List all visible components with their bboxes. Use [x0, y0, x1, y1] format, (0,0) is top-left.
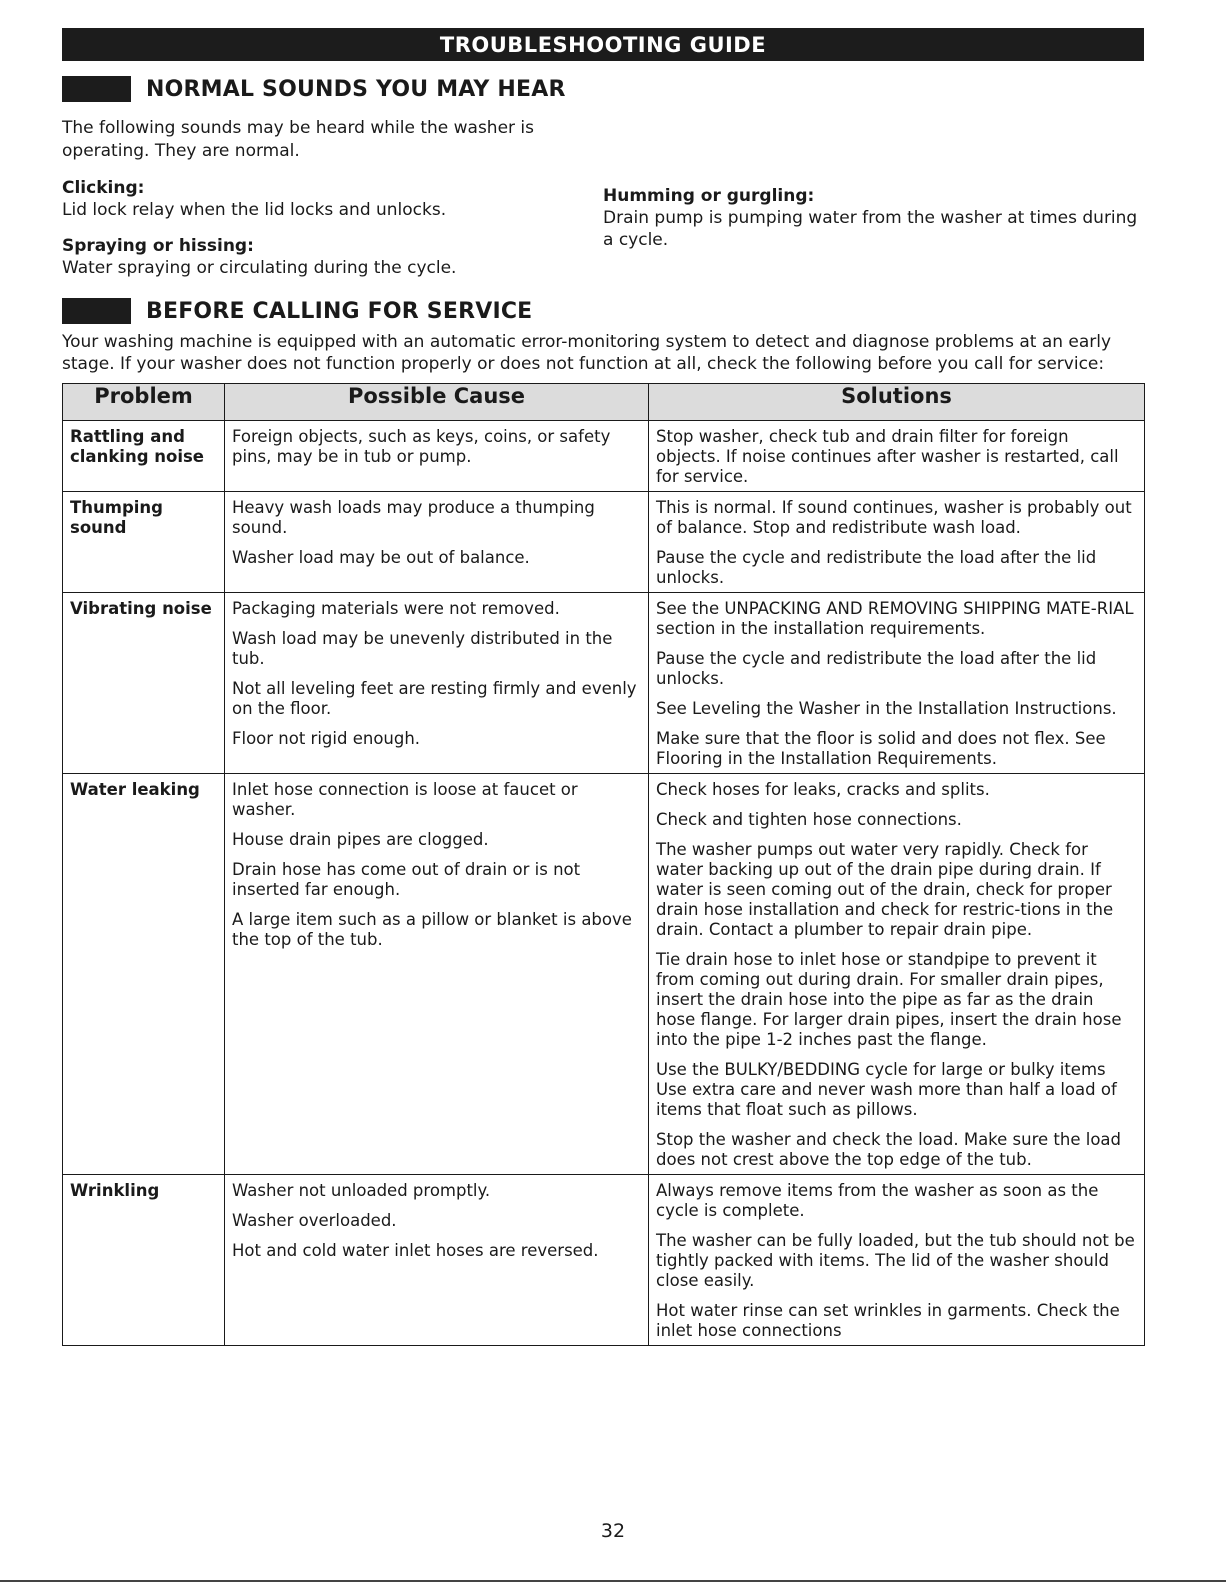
page — [62, 28, 1144, 1346]
sound-description: Drain pump is pumping water from the washer at times during a cycle. — [603, 208, 1138, 250]
solution-entry: Stop the washer and check the load. Make sure the load does not crest above the top edge of the tub. — [656, 1130, 1122, 1169]
solution-entry: Check and tighten hose connections. — [656, 810, 962, 829]
solution-entry: This is normal. If sound continues, washer is probably out of balance. Stop and redistribute wash load. — [656, 498, 1132, 537]
solution-entry: See the UNPACKING AND REMOVING SHIPPING MATE-RIAL section in the installation requirements. — [656, 599, 1134, 638]
cause-entry: Not all leveling feet are resting firmly and evenly on the floor. — [232, 679, 637, 718]
problem-cell: Water leaking — [63, 774, 225, 1175]
solution-entry: The washer pumps out water very rapidly. Check for water backing up out of the drain pipe during drain. If water is seen coming out of the drain, check for proper drain hose installation and check for restric-tions in the drain. Contact a plumber to repair drain pipe. — [656, 840, 1114, 939]
page-number: 32 — [600, 1520, 626, 1542]
solution-entry: Hot water rinse can set wrinkles in garments. Check the inlet hose connections — [656, 1301, 1120, 1340]
sound-description: Water spraying or circulating during the cycle. — [62, 258, 457, 278]
cause-entry: Heavy wash loads may produce a thumping sound. — [232, 498, 595, 537]
problem-cell: Vibrating noise — [63, 593, 225, 774]
cause-entry: Hot and cold water inlet hoses are reversed. — [232, 1241, 599, 1260]
solution-entry: Use the BULKY/BEDDING cycle for large or bulky items Use extra care and never wash more than half a load of items that float such as pillows. — [656, 1060, 1117, 1119]
table-body — [63, 421, 1145, 1346]
solution-entry: Always remove items from the washer as soon as the cycle is complete. — [656, 1181, 1099, 1220]
before-service-heading — [62, 293, 1144, 329]
bottom-rule — [0, 1580, 1226, 1582]
solution-entry: Pause the cycle and redistribute the load after the lid unlocks. — [656, 548, 1097, 587]
solution-entry: Make sure that the floor is solid and does not flex. See Flooring in the Installation Requirements. — [656, 729, 1106, 768]
sound-description: Lid lock relay when the lid locks and unlocks. — [62, 200, 447, 220]
solution-entry: Stop washer, check tub and drain filter for foreign objects. If noise continues after washer is restarted, call for service. — [656, 427, 1119, 486]
cause-entry: Wash load may be unevenly distributed in the tub. — [232, 629, 613, 668]
troubleshooting-table — [62, 383, 1145, 1346]
before-service-title: BEFORE CALLING FOR SERVICE — [146, 298, 533, 324]
cause-cell — [225, 593, 649, 774]
heading-bar-decoration — [62, 76, 131, 102]
problem-cell: Thumping sound — [63, 492, 225, 593]
cause-entry: Inlet hose connection is loose at faucet or washer. — [232, 780, 578, 819]
sound-label: Clicking: — [62, 178, 145, 198]
cause-entry: Washer overloaded. — [232, 1211, 397, 1230]
cause-entry: Floor not rigid enough. — [232, 729, 421, 748]
page-banner: TROUBLESHOOTING GUIDE — [62, 28, 1144, 61]
before-service-intro: Your washing machine is equipped with an automatic error-monitoring system to detect and diagnose problems at an early stage. If your washer does not function properly or does not function at all, check the following before you call for service: — [62, 332, 1112, 374]
problem-cell: Wrinkling — [63, 1175, 225, 1346]
sounds-column-left — [62, 177, 603, 293]
cause-cell — [225, 492, 649, 593]
cause-entry: Packaging materials were not removed. — [232, 599, 560, 618]
cause-entry: Drain hose has come out of drain or is not inserted far enough. — [232, 860, 581, 899]
table-row — [63, 593, 1145, 774]
table-row — [63, 421, 1145, 492]
solution-entry: The washer can be fully loaded, but the tub should not be tightly packed with items. The lid of the washer should close easily. — [656, 1231, 1135, 1290]
normal-sounds-intro: The following sounds may be heard while the washer is operating. They are normal. — [62, 118, 535, 161]
column-header-solutions: Solutions — [649, 384, 1145, 421]
sound-label: Humming or gurgling: — [603, 186, 815, 206]
solution-cell — [649, 593, 1145, 774]
cause-cell — [225, 1175, 649, 1346]
heading-bar-decoration — [62, 298, 131, 324]
cause-cell — [225, 421, 649, 492]
table-row — [63, 1175, 1145, 1346]
table-row — [63, 774, 1145, 1175]
normal-sounds-heading — [62, 71, 1144, 107]
column-header-cause: Possible Cause — [225, 384, 649, 421]
solution-cell — [649, 1175, 1145, 1346]
table-header-row — [63, 384, 1145, 421]
sounds-list — [62, 177, 1144, 293]
cause-entry: A large item such as a pillow or blanket is above the top of the tub. — [232, 910, 632, 949]
solution-cell — [649, 492, 1145, 593]
cause-entry: Foreign objects, such as keys, coins, or safety pins, may be in tub or pump. — [232, 427, 611, 466]
sound-label: Spraying or hissing: — [62, 236, 254, 256]
sound-item — [62, 177, 603, 221]
column-header-problem: Problem — [63, 384, 225, 421]
solution-entry: Check hoses for leaks, cracks and splits. — [656, 780, 990, 799]
solution-entry: Pause the cycle and redistribute the load after the lid unlocks. — [656, 649, 1097, 688]
solution-entry: Tie drain hose to inlet hose or standpipe to prevent it from coming out during drain. For smaller drain pipes, insert the drain hose into the pipe as far as the drain hose flange. For larger drain pipes, insert the drain hose into the pipe 1-2 inches past the flange. — [656, 950, 1122, 1049]
table-row — [63, 492, 1145, 593]
cause-entry: Washer load may be out of balance. — [232, 548, 530, 567]
solution-cell — [649, 774, 1145, 1175]
solution-cell — [649, 421, 1145, 492]
cause-cell — [225, 774, 649, 1175]
cause-entry: House drain pipes are clogged. — [232, 830, 489, 849]
sound-item — [603, 185, 1144, 251]
sound-item — [62, 235, 603, 279]
solution-entry: See Leveling the Washer in the Installation Instructions. — [656, 699, 1117, 718]
cause-entry: Washer not unloaded promptly. — [232, 1181, 491, 1200]
problem-cell: Rattling and clanking noise — [63, 421, 225, 492]
normal-sounds-title: NORMAL SOUNDS YOU MAY HEAR — [146, 76, 566, 102]
sounds-column-right — [603, 177, 1144, 293]
